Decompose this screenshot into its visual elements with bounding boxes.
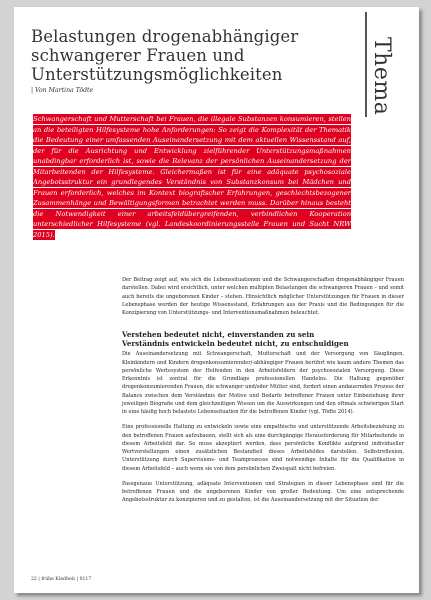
section-label: Thema xyxy=(369,37,394,116)
body-paragraph: Eine professionelle Haltung zu entwickeln sowie eine empathische und unterstützende Arbeitsbeziehung zu den betroffenen Frauen aufzubauen, stellt sich als eine durchgängige Herausforderung für Mitarbeitende in diesem Arbeitsfeld dar. So muss akzeptiert werden, dass persönliche Konflikte aufgrund individueller Wertvorstellungen einen zusätzlichen Bestandteil dieses Arbeitsfeldes darstellen. Selbstreflexion, Unterstützung durch Supervisions- und Teamprozesse sind notwendige Inhalte für die Qualifikation in diesem Arbeitsfeld – auch wenn sie von dem persönlichen Zweispalt nicht befreien. xyxy=(122,424,404,472)
intro-highlighted-text: Schwangerschaft und Mutterschaft bei Frauen, die illegale Substanzen konsumieren, stellen an die beteiligten Hilfesysteme hohe Anforderungen: So zeigt die Komplexität der Thematik die Bedeutung einer umfassenden Auseinandersetzung mit dem aktuellen Wissensstand auf, der für die Ausrichtung und Entwicklung zielführender Unterstützungsmaßnahmen unabdingbar erforderlich ist, sowie die Relevanz der persönlichen Auseinandersetzung der Mitarbeitenden der Hilfesysteme. Gleichermaßen ist für eine adäquate psychosoziale Angebotsstruktur ein grundlegendes Verständnis von Substanzkonsum bei Mädchen und Frauen erforderlich, welches im Kontext biografischer Erfahrungen, geschlechtsbezogener Zusammenhänge und Bewältigungsformen betrachtet werden muss. Darüber hinaus besteht die Notwendigkeit einer arbeitsfeldübergreifenden, verbindlichen Kooperation unterschiedlicher Hilfesysteme (vgl. Landeskoordinierungsstelle Frauen und Sucht NRW 2015). xyxy=(33,115,351,239)
body-paragraph: Die Auseinandersetzung mit Schwangerschaft, Mutterschaft und der Versorgung von Säuglingen, Kleinkindern und Kindern drogenkonsumierender/-abhängiger Frauen berührt wie kaum andere Themen das persönliche Wertesystem der Helfenden in den Arbeitsfeldern der psychosozialen Versorgung. Diese Erkenntnis ist zentral für die Grundlage professionellen Handelns. Die Haltung gegenüber drogenkonsumierenden Frauen, die schwanger und/oder Mütter sind, fordert einen andauernden Prozess der Balance zwischen dem Verständnis der Motive und Bedarfe betroffener Frauen unter Einbeziehung ihrer jeweiligen Biografie und dem gleichzeitigen Wissen um die Auswirkungen und den oftmals schwierigen Start in eine häufig hoch belastete Lebenssituation für die betroffenen Kinder (vgl. Tödte 2014). xyxy=(122,351,404,416)
article-title: Belastungen drogenabhängiger schwangerer Frauen und Unterstützungsmöglichkeiten xyxy=(31,27,299,84)
article-body xyxy=(122,276,404,512)
section-heading: Verstehen bedeutet nicht, einverstanden zu sein Verständnis entwickeln bedeutet nicht, zu entschuldigen xyxy=(122,330,349,348)
body-paragraph: Passgenaue Unterstützung, adäquate Interventionen und Strategien in dieser Lebensphase sind für die betroffenen Frauen und die ungeborenen Kinder von großer Bedeutung. Um eine entsprechende Angebotsstruktur zu konzipieren und zu gestalten, ist die Auseinandersetzung mit der Situation der xyxy=(122,480,404,504)
article-author: | Von Martina Tödte xyxy=(31,87,94,94)
body-paragraph: Der Beitrag zeigt auf, wie sich die Lebenssituationen und die Schwangerschaften drogenabhängiger Frauen darstellen. Dabei wird ersichtlich, unter welchen multiplen Belastungen die schwangeren Frauen – und somit auch bereits die ungeborenen Kinder – stehen. Hinsichtlich möglicher Unterstützungen für Frauen in dieser Lebensphase werden der heutige Wissensstand, Erfahrungen aus der Praxis und die Bedingungen für die Konzipierung von Unterstützungs- und Interventionsmaßnahmen beleuchtet. xyxy=(122,277,404,316)
page-footer: 22 | frühe Kindheit | 0117 xyxy=(31,577,92,582)
document-page xyxy=(14,7,419,593)
intro-abstract xyxy=(33,114,351,240)
section-divider xyxy=(365,12,367,117)
